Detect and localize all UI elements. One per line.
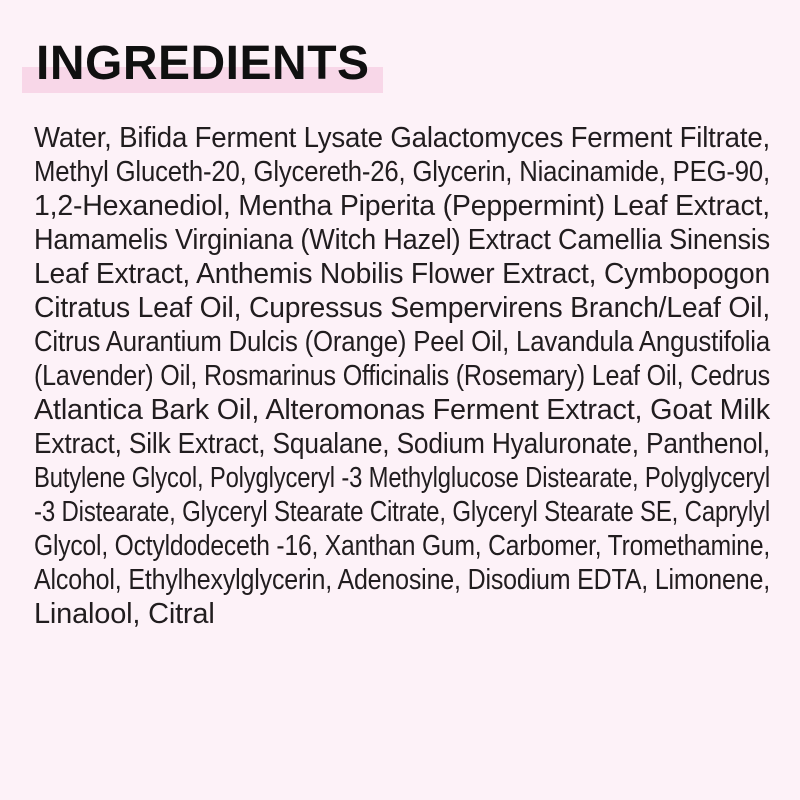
ingredients-line: Methyl Gluceth-20, Glycereth-26, Glycerin, Niacinamide, PEG-90, (34, 156, 770, 188)
ingredients-line: 1,2-Hexanediol, Mentha Piperita (Peppermint) Leaf Extract, (34, 190, 770, 222)
ingredients-line: Alcohol, Ethylhexylglycerin, Adenosine, Disodium EDTA, Limonene, (34, 564, 770, 596)
ingredients-line: Atlantica Bark Oil, Alteromonas Ferment Extract, Goat Milk (34, 394, 770, 426)
ingredients-line: Butylene Glycol, Polyglyceryl -3 Methylglucose Distearate, Polyglyceryl (34, 462, 770, 494)
ingredients-line: -3 Distearate, Glyceryl Stearate Citrate, Glyceryl Stearate SE, Caprylyl (34, 496, 770, 528)
ingredients-line: Hamamelis Virginiana (Witch Hazel) Extract Camellia Sinensis (34, 224, 770, 256)
ingredients-line: Extract, Silk Extract, Squalane, Sodium Hyaluronate, Panthenol, (34, 428, 770, 460)
ingredients-line: Glycol, Octyldodeceth -16, Xanthan Gum, Carbomer, Tromethamine, (34, 530, 770, 562)
ingredients-heading: INGREDIENTS (36, 37, 370, 90)
ingredients-line: (Lavender) Oil, Rosmarinus Officinalis (Rosemary) Leaf Oil, Cedrus (34, 360, 770, 392)
ingredients-line: Citrus Aurantium Dulcis (Orange) Peel Oil, Lavandula Angustifolia (34, 326, 770, 358)
ingredients-line: Linalool, Citral (34, 598, 215, 630)
ingredients-line: Water, Bifida Ferment Lysate Galactomyces Ferment Filtrate, (34, 122, 770, 154)
ingredients-line: Leaf Extract, Anthemis Nobilis Flower Extract, Cymbopogon (34, 258, 770, 290)
heading-block (0, 0, 800, 115)
ingredients-line: Citratus Leaf Oil, Cupressus Sempervirens Branch/Leaf Oil, (34, 292, 770, 324)
ingredients-text (34, 121, 770, 631)
